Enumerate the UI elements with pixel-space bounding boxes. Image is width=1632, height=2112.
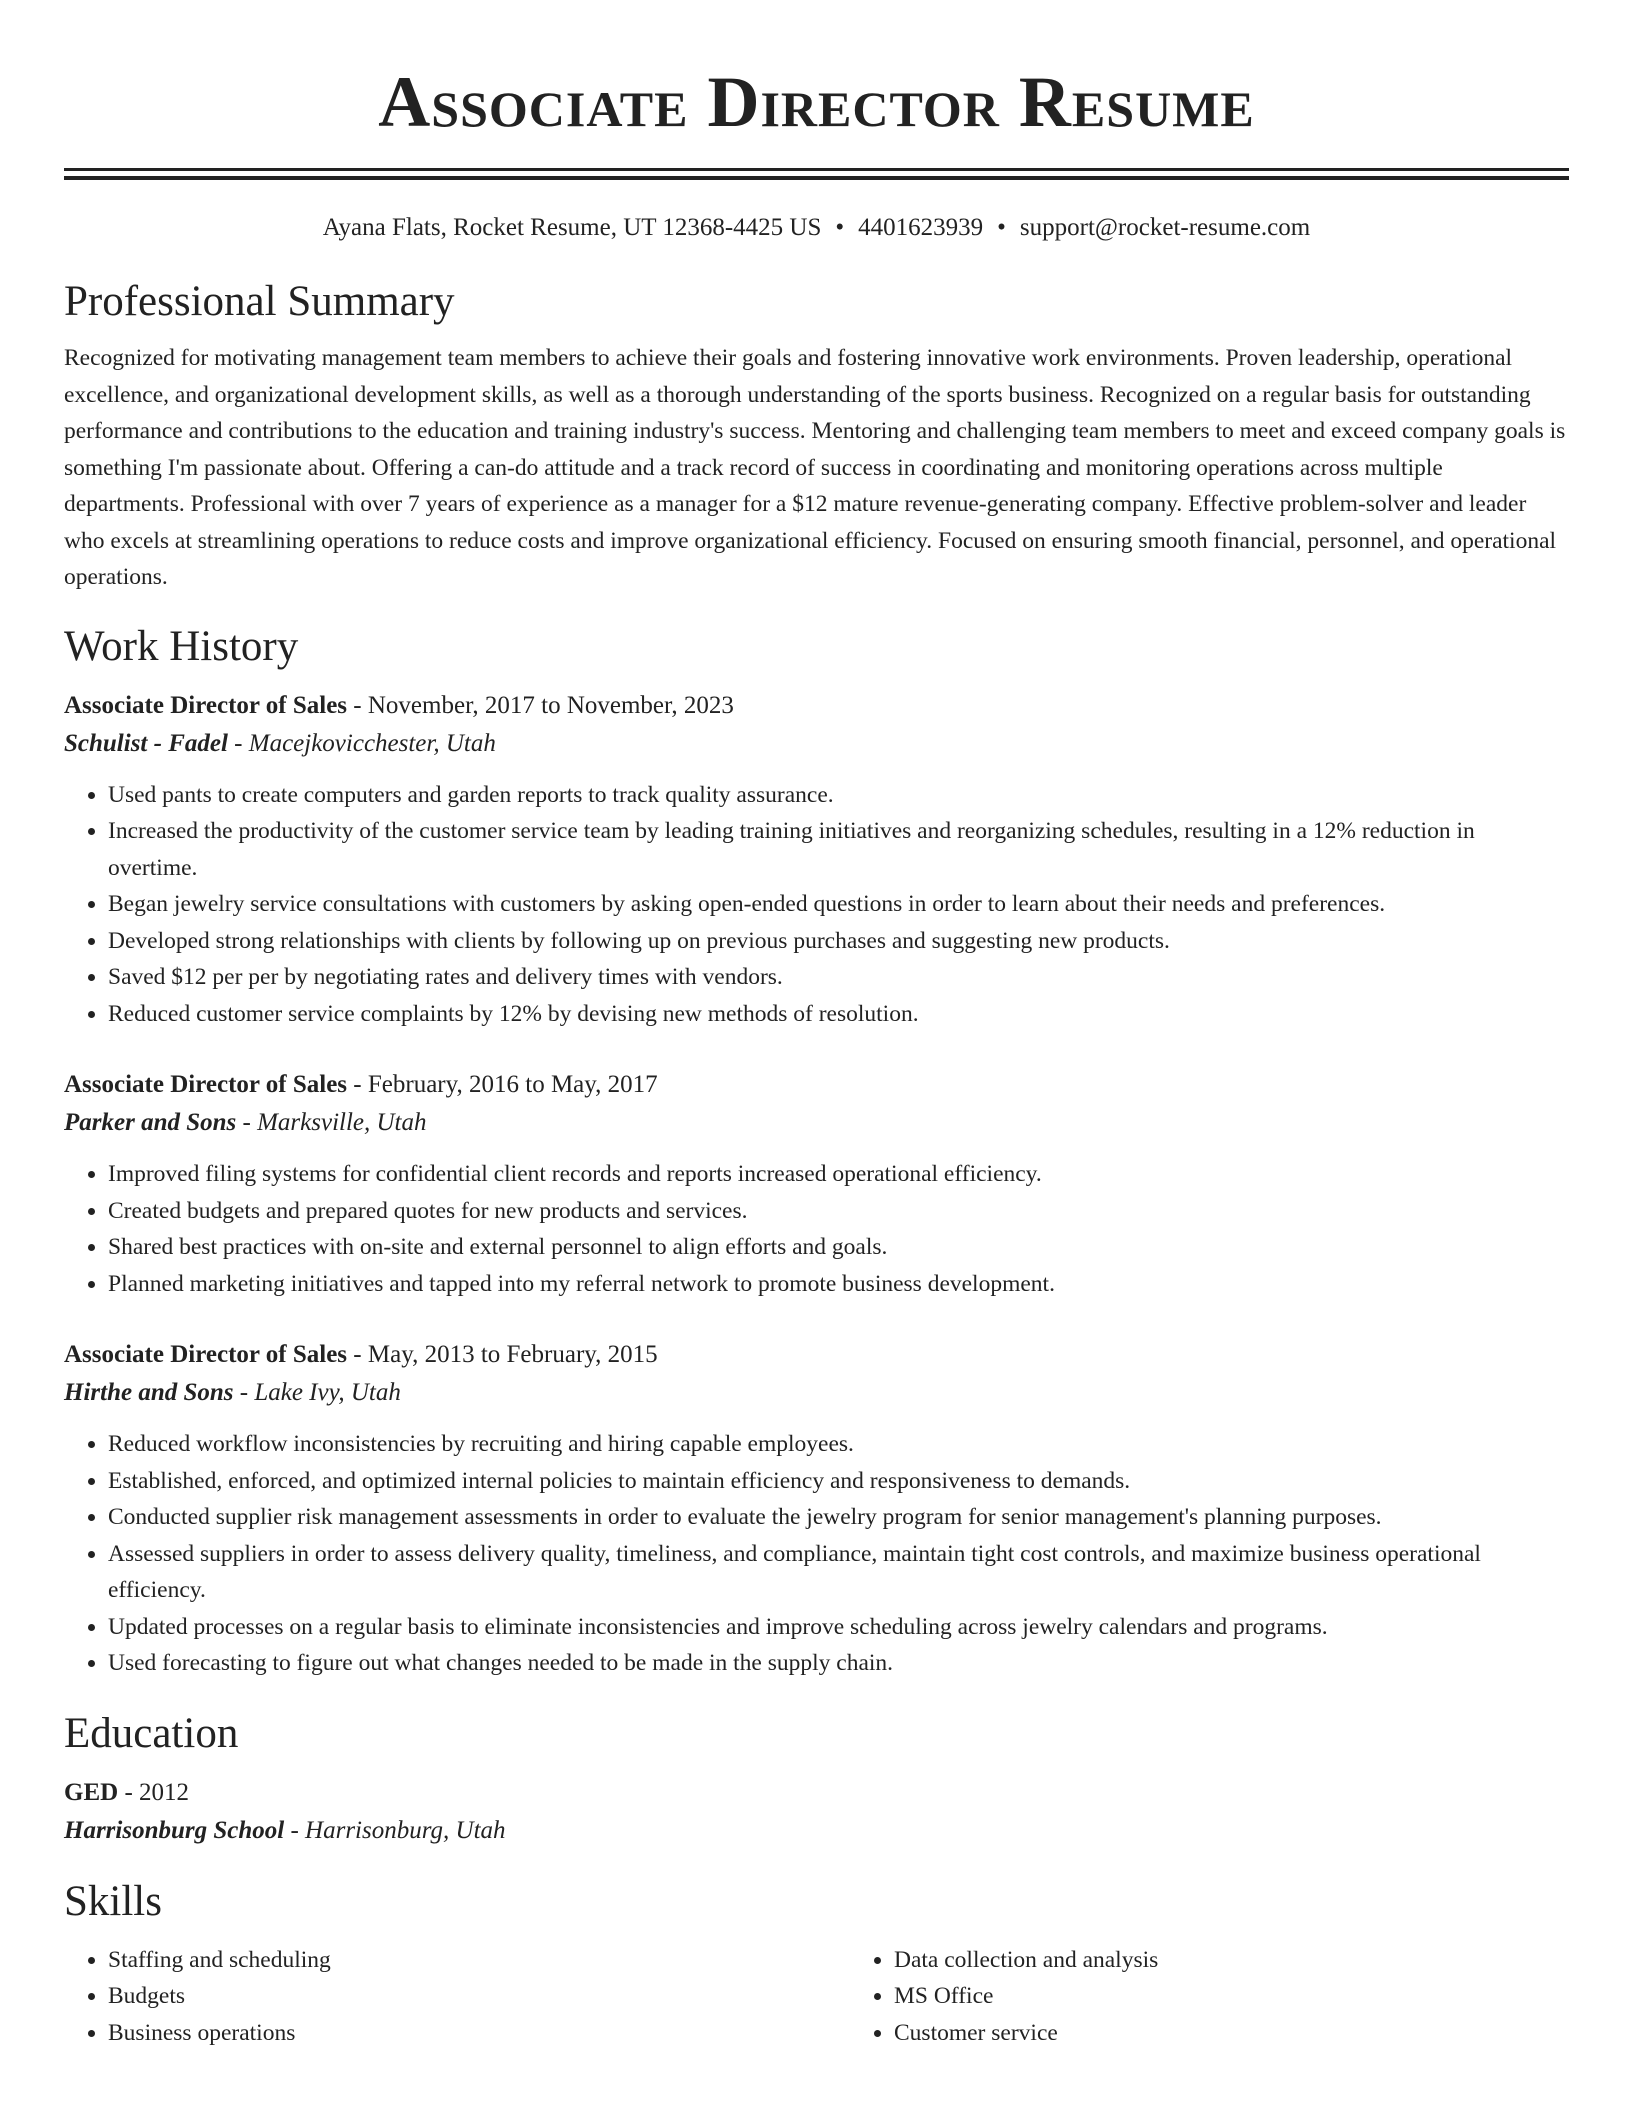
job-dates: - May, 2013 to February, 2015	[347, 1341, 658, 1368]
list-item: • Planned marketing initiatives and tapped into my referral network to promote business development.	[108, 1266, 1569, 1303]
skill-item: • Data collection and analysis	[894, 1942, 1158, 1979]
skill-item: • Business operations	[108, 2015, 850, 2052]
job-header	[64, 1066, 1569, 1104]
list-item: • Shared best practices with on-site and external personnel to align efforts and goals.	[108, 1229, 1569, 1266]
list-item: • Assessed suppliers in order to assess delivery quality, timeliness, and compliance, maintain tight cost controls, and maximize business operational efficiency.	[108, 1536, 1569, 1609]
summary-heading: Professional Summary	[64, 278, 455, 325]
job-location: - Lake Ivy, Utah	[233, 1379, 401, 1406]
skills-heading: Skills	[64, 1877, 162, 1925]
job-bullets	[64, 1426, 1569, 1682]
job-company: Hirthe and Sons	[64, 1379, 234, 1406]
job-title: Associate Director of Sales	[64, 1071, 348, 1098]
resume-title: Associate Director Resume	[378, 62, 1255, 142]
title-divider	[64, 168, 1569, 180]
education-degree-line	[64, 1774, 1569, 1812]
list-item: • Conducted supplier risk management assessments in order to evaluate the jewelry program for senior management's planning purposes.	[108, 1499, 1569, 1536]
education-school: Harrisonburg School	[64, 1816, 285, 1844]
education-entry	[64, 1774, 1569, 1850]
divider-line-thick	[64, 176, 1569, 180]
list-item: • Improved filing systems for confidential client records and reports increased operational efficiency.	[108, 1156, 1569, 1193]
contact-phone: 4401623939	[858, 214, 984, 241]
job-location: - Marksville, Utah	[236, 1109, 427, 1136]
list-item: • Began jewelry service consultations with customers by asking open-ended questions in order to learn about their needs and preferences.	[108, 886, 1569, 923]
job-company: Parker and Sons	[64, 1109, 237, 1136]
work-history-heading: Work History	[64, 622, 299, 670]
education-location: - Harrisonburg, Utah	[284, 1816, 506, 1844]
skill-item: • Customer service	[894, 2015, 1158, 2052]
contact-email: support@rocket-resume.com	[1019, 214, 1311, 241]
skill-item: • MS Office	[894, 1978, 1158, 2015]
education-degree: GED	[64, 1778, 119, 1806]
job-company-line	[64, 1104, 1569, 1142]
job-header	[64, 1336, 1569, 1374]
job-entry	[64, 1336, 1569, 1682]
job-location: - Macejkovicchester, Utah	[227, 729, 496, 757]
job-title: Associate Director of Sales	[64, 691, 348, 719]
list-item: • Established, enforced, and optimized internal policies to maintain efficiency and responsiveness to demands.	[108, 1463, 1569, 1500]
list-item: • Developed strong relationships with clients by following up on previous purchases and suggesting new products.	[108, 923, 1569, 960]
job-company-line	[64, 725, 1569, 763]
list-item: • Used forecasting to figure out what changes needed to be made in the supply chain.	[108, 1645, 1569, 1682]
divider-line-thin	[64, 168, 1569, 171]
job-company: Schulist - Fadel	[64, 729, 228, 757]
job-dates: - November, 2017 to November, 2023	[347, 691, 734, 719]
contact-line	[64, 212, 1569, 244]
list-item: • Used pants to create computers and garden reports to track quality assurance.	[108, 777, 1569, 814]
education-heading: Education	[64, 1709, 239, 1757]
job-title: Associate Director of Sales	[64, 1341, 348, 1368]
job-bullets	[64, 1156, 1569, 1302]
skills-right-column	[850, 1942, 1158, 2052]
list-item: • Saved $12 per per by negotiating rates and delivery times with vendors.	[108, 959, 1569, 996]
list-item: • Created budgets and prepared quotes for new products and services.	[108, 1193, 1569, 1230]
job-entry	[64, 687, 1569, 1033]
job-dates: - February, 2016 to May, 2017	[347, 1071, 658, 1098]
job-company-line	[64, 1374, 1569, 1412]
skill-item: • Budgets	[108, 1978, 850, 2015]
education-school-line	[64, 1812, 1569, 1850]
list-item: • Reduced workflow inconsistencies by recruiting and hiring capable employees.	[108, 1426, 1569, 1463]
job-entry	[64, 1066, 1569, 1302]
skill-item: • Staffing and scheduling	[108, 1942, 850, 1979]
skills-left-column	[64, 1942, 850, 2052]
list-item: • Reduced customer service complaints by 12% by devising new methods of resolution.	[108, 996, 1569, 1033]
contact-address: Ayana Flats, Rocket Resume, UT 12368-4425 US	[322, 214, 822, 241]
education-year: - 2012	[118, 1778, 190, 1806]
job-bullets	[64, 777, 1569, 1033]
job-list	[64, 687, 1569, 1682]
contact-separator: •	[835, 214, 845, 241]
list-item: • Increased the productivity of the customer service team by leading training initiatives and reorganizing schedules, resulting in a 12% reduction in overtime.	[108, 813, 1569, 886]
skills-columns	[64, 1942, 1569, 2052]
list-item: • Updated processes on a regular basis to eliminate inconsistencies and improve scheduling across jewelry calendars and programs.	[108, 1609, 1569, 1646]
job-header	[64, 687, 1569, 725]
contact-separator: •	[997, 214, 1006, 241]
summary-text: Recognized for motivating management team members to achieve their goals and fostering innovative work environments. Proven leadership, operational excellence, and organizational development skills, as well as a thorough understanding of the sports business. Recognized on a regular basis for outstanding performance and contributions to the education and training industry's success. Mentoring and challenging team members to meet and exceed company goals is something I'm passionate about. Offering a can-do attitude and a track record of success in coordinating and monitoring operations across multiple departments. Professional with over 7 years of experience as a manager for a $12 mature revenue-generating company. Effective problem-solver and leader who excels at streamlining operations to reduce costs and improve organizational efficiency. Focused on ensuring smooth financial, personnel, and operational operations.	[64, 345, 1566, 590]
